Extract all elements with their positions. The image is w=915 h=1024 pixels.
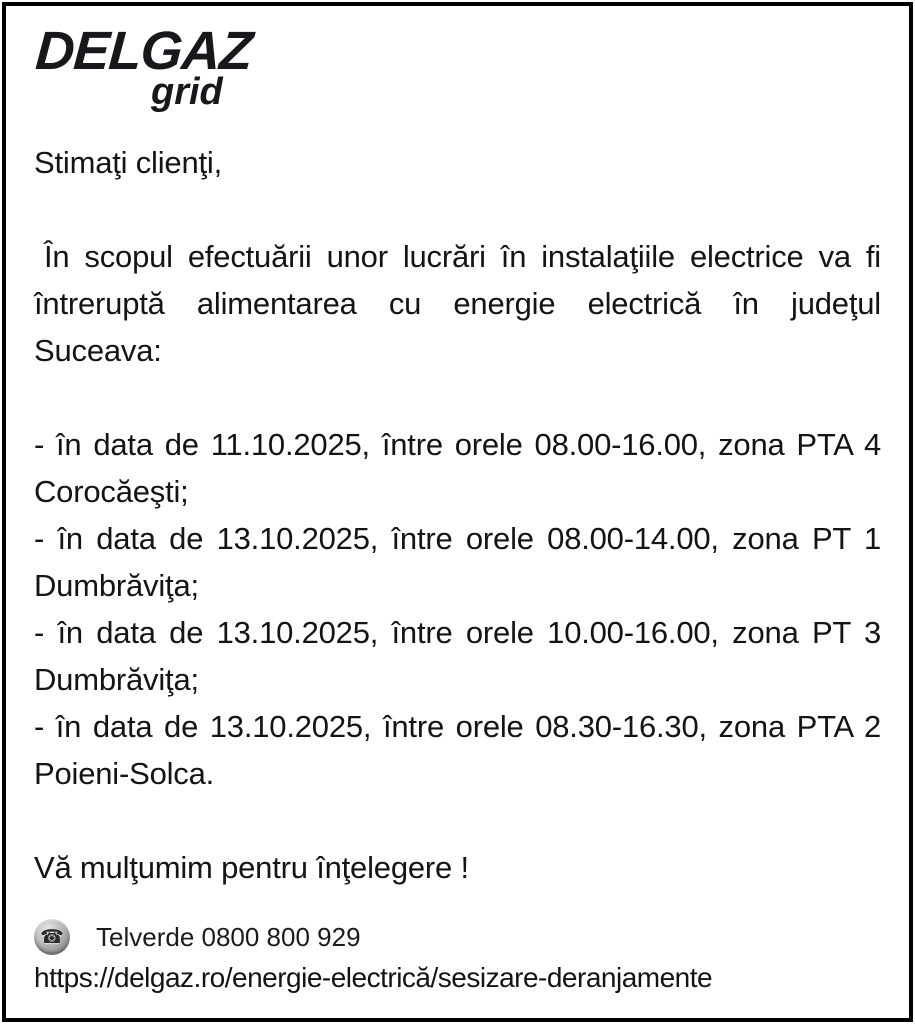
outage-list [34, 421, 881, 797]
delgaz-grid-logo [33, 21, 254, 113]
logo-text-delgaz: DELGAZ [33, 21, 254, 81]
telephone-icon [34, 919, 70, 955]
outage-3-line-1: - în data de 13.10.2025, între orele 10.00-16.00, zona PT 3 [34, 615, 881, 650]
intro-line-3: Suceava: [34, 333, 162, 368]
footer-phone-row [34, 917, 881, 957]
outage-item [34, 609, 881, 703]
outage-4-line-2: Poieni-Solca. [34, 756, 215, 791]
outage-item [34, 703, 881, 797]
salutation: Stimaţi clienţi, [34, 145, 223, 180]
outage-3-line-2: Dumbrăviţa; [34, 662, 199, 697]
intro-paragraph [34, 233, 881, 374]
outage-2-line-1: - în data de 13.10.2025, între orele 08.00-14.00, zona PT 1 [34, 521, 881, 556]
outage-item [34, 421, 881, 515]
notice-frame [2, 2, 913, 1022]
intro-line-1: În scopul efectuării unor lucrări în instalaţiile electrice va fi [44, 239, 881, 274]
telephone-glyph: ☎ [40, 926, 64, 948]
outage-4-line-1: - în data de 13.10.2025, între orele 08.30-16.30, zona PTA 2 [34, 709, 881, 744]
outage-1-line-2: Corocăeşti; [34, 474, 189, 509]
intro-line-2: întreruptă alimentarea cu energie electrică în judeţul [34, 286, 881, 321]
outage-1-line-1: - în data de 11.10.2025, între orele 08.00-16.00, zona PTA 4 [34, 427, 881, 462]
closing-message: Vă mulţumim pentru înţelegere ! [34, 850, 469, 885]
outage-item [34, 515, 881, 609]
logo-text-grid: grid [151, 71, 223, 113]
telverde-phone-number: Telverde 0800 800 929 [96, 921, 361, 952]
report-issues-url: https://delgaz.ro/energie-electrică/sesizare-deranjamente [34, 962, 713, 993]
outage-2-line-2: Dumbrăviţa; [34, 568, 199, 603]
